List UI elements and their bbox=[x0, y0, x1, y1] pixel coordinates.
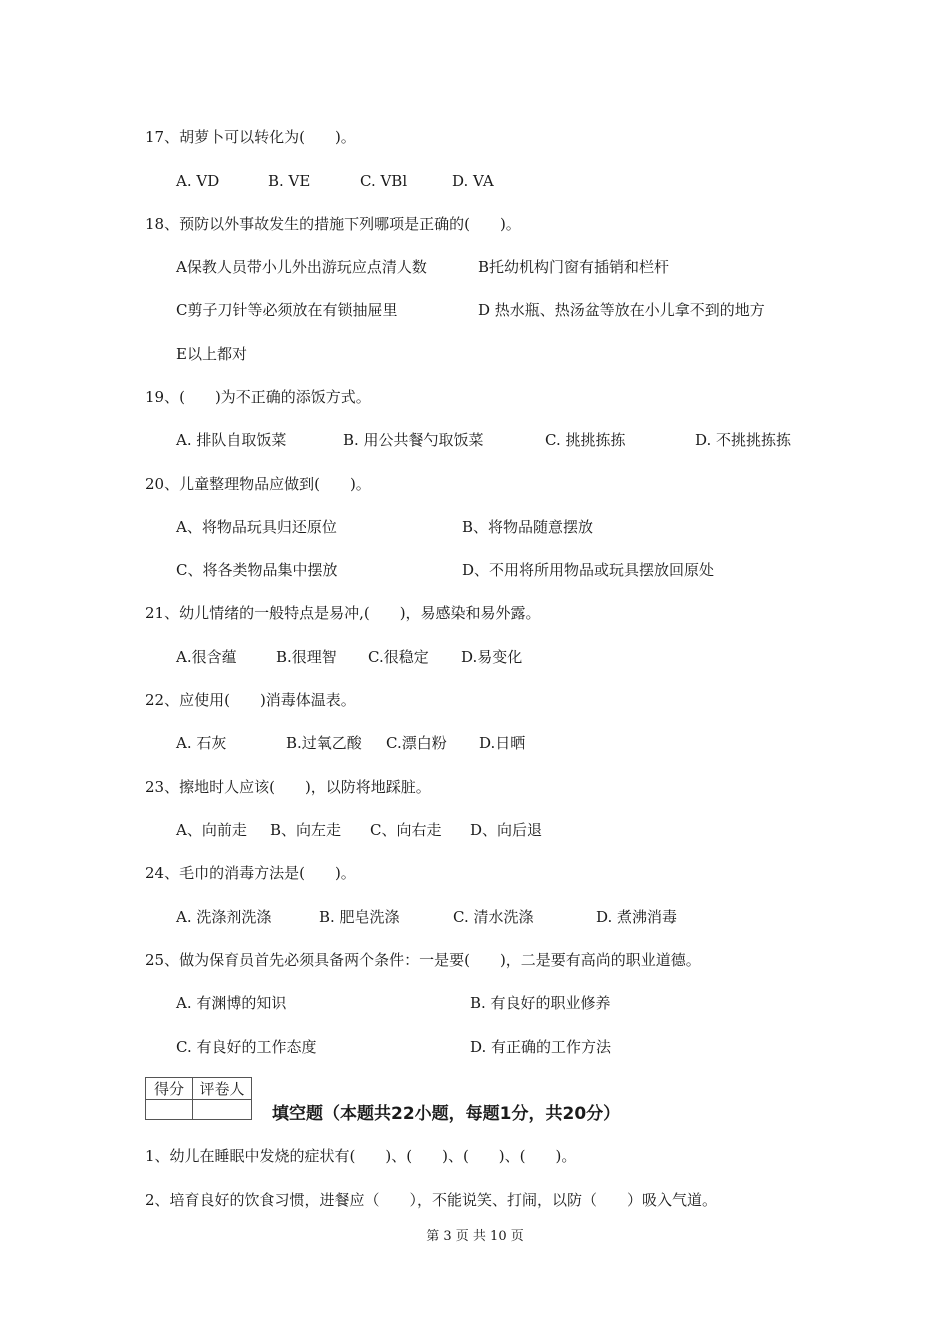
question-20-option-d: D、不用将所用物品或玩具摆放回原处 bbox=[462, 561, 715, 579]
question-21-option-c: C.很稳定 bbox=[368, 648, 429, 666]
question-24-stem: 24、毛巾的消毒方法是( )。 bbox=[145, 864, 356, 882]
question-23-stem: 23、擦地时人应该( )，以防将地踩脏。 bbox=[145, 778, 431, 796]
page-number: 第 3 页 共 10 页 bbox=[426, 1229, 524, 1244]
section-title: 填空题（本题共22小题，每题1分，共20分） bbox=[272, 1104, 621, 1124]
question-24-option-a: A. 洗涤剂洗涤 bbox=[176, 908, 272, 926]
question-18-option-b: B托幼机构门窗有插销和栏杆 bbox=[478, 258, 670, 276]
question-19-option-a: A. 排队自取饭菜 bbox=[176, 431, 287, 449]
question-21-stem: 21、幼儿情绪的一般特点是易冲,( )，易感染和易外露。 bbox=[145, 604, 541, 622]
question-23-option-d: D、向后退 bbox=[470, 821, 543, 839]
question-22-option-a: A. 石灰 bbox=[176, 734, 227, 752]
question-20-option-c: C、将各类物品集中摆放 bbox=[176, 561, 338, 579]
question-17-option-d: D. VA bbox=[452, 172, 494, 190]
question-22-option-b: B.过氧乙酸 bbox=[286, 734, 362, 752]
question-17-option-a: A. VD bbox=[176, 172, 220, 190]
question-19-option-c: C. 挑挑拣拣 bbox=[545, 431, 626, 449]
question-17-option-b: B. VE bbox=[268, 172, 311, 190]
question-23-option-a: A、向前走 bbox=[176, 821, 247, 839]
question-25-option-b: B. 有良好的职业修养 bbox=[470, 994, 611, 1012]
question-22-option-c: C.漂白粉 bbox=[386, 734, 447, 752]
question-21-option-a: A.很含蕴 bbox=[176, 648, 237, 666]
question-17-option-c: C. VBl bbox=[360, 172, 408, 190]
question-25-option-d: D. 有正确的工作方法 bbox=[470, 1038, 612, 1056]
fill-blank-question-1: 1、幼儿在睡眠中发烧的症状有( )、( )、( )、( )。 bbox=[145, 1147, 577, 1165]
question-21-option-b: B.很理智 bbox=[276, 648, 337, 666]
question-23-option-b: B、向左走 bbox=[270, 821, 342, 839]
question-18-option-d: D 热水瓶、热汤盆等放在小儿拿不到的地方 bbox=[478, 301, 765, 319]
question-25-option-c: C. 有良好的工作态度 bbox=[176, 1038, 317, 1056]
question-25-option-a: A. 有渊博的知识 bbox=[176, 994, 287, 1012]
question-18-option-e: E以上都对 bbox=[176, 345, 247, 363]
question-24-option-d: D. 煮沸消毒 bbox=[596, 908, 678, 926]
question-22-option-d: D.日晒 bbox=[479, 734, 526, 752]
question-20-option-b: B、将物品随意摆放 bbox=[462, 518, 594, 536]
score-label: 得分 bbox=[146, 1078, 193, 1100]
question-17-stem: 17、胡萝卜可以转化为( )。 bbox=[145, 128, 356, 146]
question-18-option-a: A保教人员带小儿外出游玩应点清人数 bbox=[176, 258, 427, 276]
score-cell bbox=[146, 1100, 193, 1120]
score-box bbox=[145, 1077, 252, 1120]
reviewer-label: 评卷人 bbox=[193, 1078, 252, 1100]
question-19-option-b: B. 用公共餐勺取饭菜 bbox=[343, 431, 484, 449]
question-21-option-d: D.易变化 bbox=[461, 648, 523, 666]
question-24-option-b: B. 肥皂洗涤 bbox=[319, 908, 400, 926]
question-23-option-c: C、向右走 bbox=[370, 821, 442, 839]
question-18-option-c: C剪子刀针等必须放在有锁抽屉里 bbox=[176, 301, 398, 319]
fill-blank-question-2: 2、培育良好的饮食习惯，进餐应（ ），不能说笑、打闹，以防（ ）吸入气道。 bbox=[145, 1191, 718, 1209]
question-22-stem: 22、应使用( )消毒体温表。 bbox=[145, 691, 356, 709]
question-19-stem: 19、( )为不正确的添饭方式。 bbox=[145, 388, 371, 406]
reviewer-cell bbox=[193, 1100, 252, 1120]
question-20-option-a: A、将物品玩具归还原位 bbox=[176, 518, 337, 536]
question-19-option-d: D. 不挑挑拣拣 bbox=[695, 431, 792, 449]
question-18-stem: 18、预防以外事故发生的措施下列哪项是正确的( )。 bbox=[145, 215, 521, 233]
question-24-option-c: C. 清水洗涤 bbox=[453, 908, 534, 926]
question-20-stem: 20、儿童整理物品应做到( )。 bbox=[145, 475, 371, 493]
question-25-stem: 25、做为保育员首先必须具备两个条件：一是要( )，二是要有高尚的职业道德。 bbox=[145, 951, 701, 969]
